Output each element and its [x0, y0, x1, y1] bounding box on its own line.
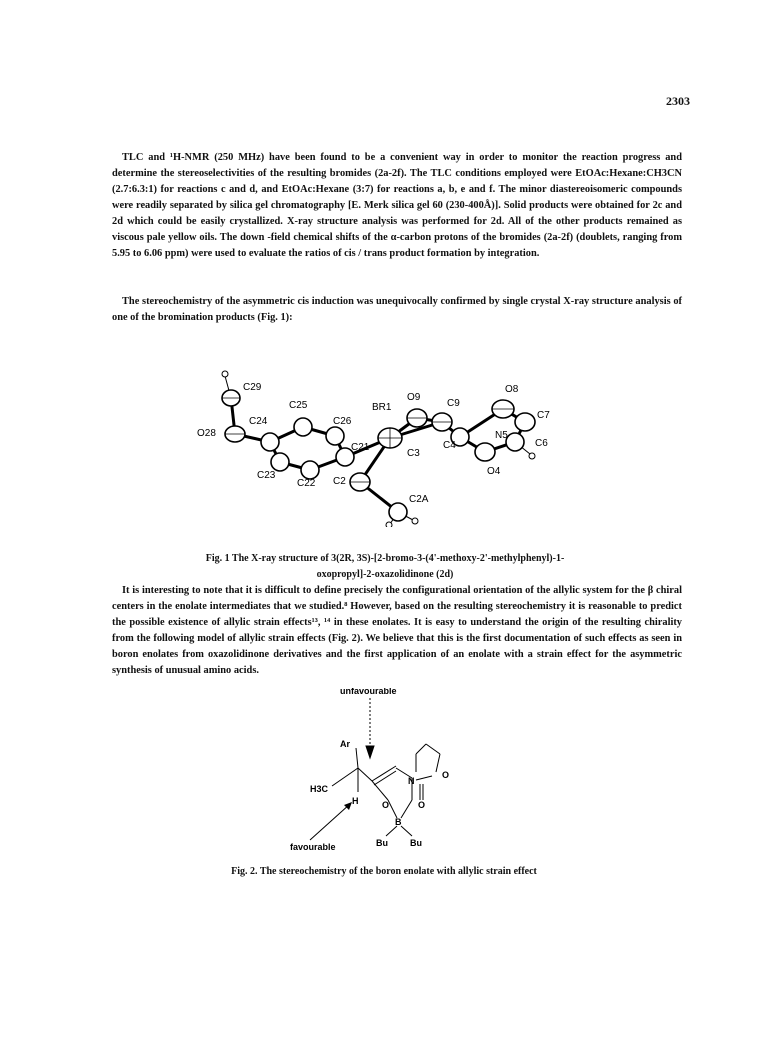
atom-label-c3: C3 [407, 448, 420, 459]
paragraph-stereochemistry [112, 294, 682, 326]
label-h3c: H3C [310, 784, 329, 794]
atom-label-c2: C2 [333, 476, 346, 487]
paragraph-text: It is interesting to note that it is difficult to define precisely the configurational orientation of the allylic system for the β chiral centers in the enolate intermediates that we studied.⁸ However, based on the resulting stereochemistry it is reasonable to predict the possible existence of allylic strain effects¹³, ¹⁴ in these enolates. It is easy to understand the origin of the resulting chirality from the following model of allylic strain effects (Fig. 2). We believe that this is the first documentation of such effects as seen in boron enolates from oxazolidinone derivatives and the first application of an enolate with a strain effect for the asymmetric synthesis of unusual amino acids. [112, 585, 682, 676]
atom-label-c23: C23 [257, 470, 276, 481]
paragraph-allylic-strain [112, 583, 682, 679]
atom-label-o28: O28 [197, 428, 216, 439]
atom-label-c9: C9 [447, 398, 460, 409]
atom-label-br1: BR1 [372, 402, 392, 413]
label-unfavourable: unfavourable [340, 688, 397, 696]
label-h: H [352, 796, 359, 806]
figure-2-caption: Fig. 2. The stereochemistry of the boron enolate with allylic strain effect [231, 866, 537, 877]
label-o-ring: O [442, 770, 450, 780]
atom-label-n5: N5 [495, 430, 508, 441]
atom-label-c22: C22 [297, 478, 316, 489]
atom-label-c21: C21 [351, 442, 370, 453]
atom-label-c7: C7 [537, 410, 550, 421]
paragraph-tlc-nmr [112, 150, 682, 262]
label-bu-right: Bu [410, 838, 422, 848]
label-o-enolate: O [382, 800, 390, 810]
atom-label-c26: C26 [333, 416, 352, 427]
label-favourable: favourable [290, 842, 336, 852]
figure-1-caption: Fig. 1 The X-ray structure of 3(2R, 3S)-[2-bromo-3-(4'-methoxy-2'-methylphenyl)-1-oxopropyl]-2-oxazolidinone (2d) [205, 553, 565, 580]
label-ar: Ar [340, 739, 351, 749]
scheme-labels [290, 688, 449, 852]
boron-enolate-figure [280, 688, 480, 858]
atom-label-c6: C6 [535, 438, 548, 449]
scheme-bonds [310, 698, 440, 840]
atom-label-c2a: C2A [409, 494, 429, 505]
xray-structure-figure [185, 362, 585, 527]
label-o-carbonyl: O [418, 800, 426, 810]
atom-label-o8: O8 [505, 384, 519, 395]
atom-label-c29: C29 [243, 382, 262, 393]
label-bu-left: Bu [376, 838, 388, 848]
paragraph-text: The stereochemistry of the asymmetric cis induction was unequivocally confirmed by single crystal X-ray structure analysis of one of the bromination products (Fig. 1): [112, 296, 682, 323]
atom-label-c4: C4 [443, 440, 456, 451]
label-n: N [408, 776, 415, 786]
page-number: 2303 [666, 94, 690, 108]
atom-label-c24: C24 [249, 416, 268, 427]
atom-label-o9: O9 [407, 392, 421, 403]
paragraph-text: TLC and ¹H-NMR (250 MHz) have been found to be a convenient way in order to monitor the reaction progress and determine the stereoselectivities of the resulting bromides (2a-2f). The TLC conditions employed were EtOAc:Hexane:CH3CN (2.7:6.3:1) for reactions c and d, and EtOAc:Hexane (3:7) for reactions a, b, e and f. The minor diastereoisomeric compounds were readily separated by silica gel chromatography [E. Merk silica gel 60 (230-400Å)]. Solid products were obtained for 2c and 2d which could be easily crystallized. X-ray structure analysis was performed for 2d. All of the other products remained as viscous pale yellow oils. The down -field chemical shifts of the α-carbon protons of the bromides (2a-2f) (doublets, ranging from 5.95 to 6.06 ppm) were used to evaluate the ratios of cis / trans product formation by integration. [112, 152, 682, 259]
atom-label-c25: C25 [289, 400, 308, 411]
atom-label-o4: O4 [487, 466, 501, 477]
label-boron: B [395, 817, 402, 827]
